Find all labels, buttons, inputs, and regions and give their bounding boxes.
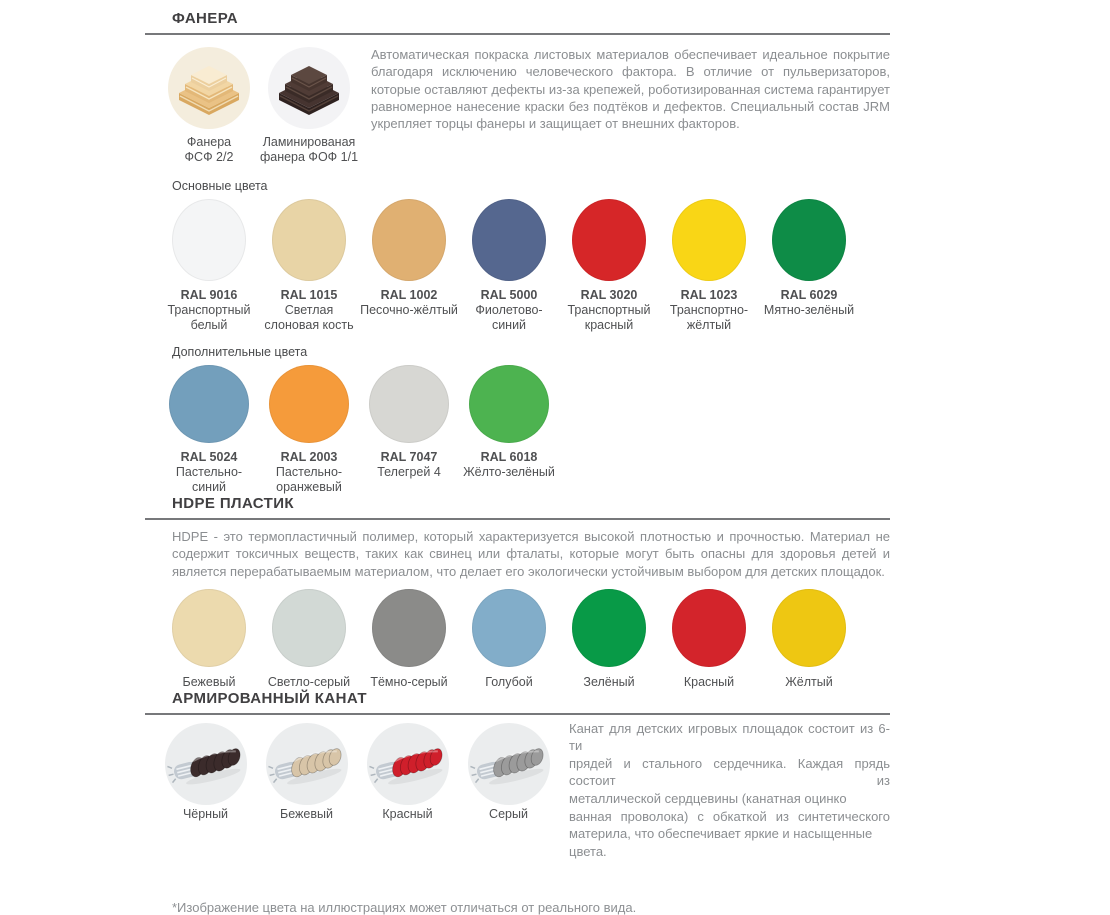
color-item xyxy=(659,589,759,690)
rope-description-line: материла, что обеспечивает яркие и насыщенные цвета. xyxy=(569,826,873,859)
color-disclaimer: *Изображение цвета на иллюстрациях может отличаться от реального вида. xyxy=(172,900,637,915)
color-item xyxy=(359,589,459,690)
color-swatch xyxy=(172,199,246,281)
rope-name: Чёрный xyxy=(182,806,229,821)
rope-description-line: металлической сердцевины (канатная оцинко xyxy=(569,791,847,807)
rope-row xyxy=(145,722,890,860)
color-name: Жёлтый xyxy=(785,674,833,689)
plywood-material xyxy=(259,46,359,165)
plywood-materials xyxy=(159,46,359,165)
color-swatch xyxy=(169,365,249,443)
color-swatch xyxy=(472,199,546,281)
color-item xyxy=(159,365,259,495)
rope-icon xyxy=(357,722,458,806)
hdpe-colors-row xyxy=(159,589,890,690)
rope-description xyxy=(569,720,890,860)
color-name: Пастельно-оранжевый xyxy=(275,465,343,494)
color-item xyxy=(759,589,859,690)
section-title-rope: АРМИРОВАННЫЙ КАНАТ xyxy=(172,689,367,707)
color-swatch xyxy=(372,199,446,281)
plywood-material-label: Ламинированая фанера ФОФ 1/1 xyxy=(259,135,359,164)
section-title-hdpe: HDPE ПЛАСТИК xyxy=(172,495,294,512)
section-title-plywood: ФАНЕРА xyxy=(172,10,239,27)
color-item xyxy=(459,199,559,333)
color-item xyxy=(359,199,459,333)
color-item xyxy=(159,589,259,690)
ral-code: RAL 6018 xyxy=(480,450,538,464)
main-colors-row xyxy=(159,199,890,333)
rope-item xyxy=(357,722,458,822)
color-item xyxy=(659,199,759,333)
ral-code: RAL 6029 xyxy=(780,288,838,302)
rope-description-line: прядей и стального сердечника. Каждая прядь состоит из xyxy=(569,755,890,789)
extra-colors-row xyxy=(159,365,890,495)
ral-code: RAL 1015 xyxy=(280,288,338,302)
plywood-stack-icon xyxy=(159,46,259,130)
color-swatch xyxy=(269,365,349,443)
color-item xyxy=(759,199,859,333)
rope-name: Бежевый xyxy=(280,806,333,821)
ral-code: RAL 5000 xyxy=(480,288,538,302)
color-swatch xyxy=(472,589,546,667)
section-divider xyxy=(145,33,890,35)
hdpe-description: HDPE - это термопластичный полимер, который характеризуется высокой плотностью и прочностью. Материал не содержит токсичных веществ, таких как свинец или фталаты, которые могут быть опасны для здоровья детей и является перерабатываемым материалом, что делает его экологически устойчивым выбором для детских площадок. xyxy=(172,529,890,579)
rope-item xyxy=(155,722,256,822)
rope-items xyxy=(155,722,559,822)
color-swatch xyxy=(672,199,746,281)
section-divider xyxy=(145,713,890,715)
color-item xyxy=(559,589,659,690)
color-item xyxy=(559,199,659,333)
color-name: Мятно-зелёный xyxy=(763,303,855,317)
color-swatch xyxy=(172,589,246,667)
ral-code: RAL 5024 xyxy=(180,450,238,464)
color-item xyxy=(459,365,559,495)
color-name: Светло-серый xyxy=(267,674,351,689)
catalog-page xyxy=(145,10,890,915)
section-divider xyxy=(145,518,890,520)
color-name: Тёмно-серый xyxy=(370,674,448,689)
rope-icon xyxy=(155,722,256,806)
laminated-plywood-icon xyxy=(259,46,359,130)
color-swatch xyxy=(572,589,646,667)
color-name: Транспортно-жёлтый xyxy=(669,303,749,332)
color-name: Жёлто-зелёный xyxy=(463,465,555,479)
color-name: Красный xyxy=(683,674,735,689)
color-swatch xyxy=(372,589,446,667)
color-item xyxy=(259,365,359,495)
color-name: Транспортный белый xyxy=(167,303,251,332)
plywood-row xyxy=(145,46,890,165)
ral-code: RAL 1023 xyxy=(680,288,738,302)
ral-code: RAL 1002 xyxy=(380,288,438,302)
color-name: Зелёный xyxy=(583,674,635,689)
color-swatch xyxy=(272,589,346,667)
rope-description-line: ванная проволока) с обкаткой из синтетического xyxy=(569,808,890,824)
color-swatch xyxy=(672,589,746,667)
color-name: Бежевый xyxy=(182,674,236,689)
plywood-material xyxy=(159,46,259,165)
plywood-material-label: Фанера ФСФ 2/2 xyxy=(184,135,234,164)
color-swatch xyxy=(469,365,549,443)
color-swatch xyxy=(772,589,846,667)
color-name: Транспортный красный xyxy=(567,303,651,332)
color-name: Пастельно-синий xyxy=(175,465,243,494)
color-name: Телегрей 4 xyxy=(377,465,441,479)
color-swatch xyxy=(369,365,449,443)
color-item xyxy=(359,365,459,495)
rope-item xyxy=(256,722,357,822)
rope-name: Красный xyxy=(382,806,433,821)
main-colors-label: Основные цвета xyxy=(172,179,268,193)
color-name: Голубой xyxy=(485,674,533,689)
ral-code: RAL 9016 xyxy=(180,288,238,302)
color-item xyxy=(259,199,359,333)
color-item xyxy=(259,589,359,690)
rope-description-line: Канат для детских игровых площадок состоит из 6-ти xyxy=(569,720,890,754)
color-swatch xyxy=(772,199,846,281)
rope-name: Серый xyxy=(489,806,528,821)
color-swatch xyxy=(572,199,646,281)
color-item xyxy=(459,589,559,690)
ral-code: RAL 7047 xyxy=(380,450,438,464)
color-swatch xyxy=(272,199,346,281)
rope-icon xyxy=(256,722,357,806)
rope-item xyxy=(458,722,559,822)
color-name: Фиолетово-синий xyxy=(475,303,543,332)
rope-icon xyxy=(458,722,559,806)
plywood-description: Автоматическая покраска листовых материалов обеспечивает идеальное покрытие благодаря исключению человеческого фактора. В отличие от пульверизаторов, которые оставляют дефекты из-за крепежей, роботизированная система гарантирует равномерное нанесение краски без подтёков и дефектов. Специальный состав JRM укрепляет торцы фанеры и защищает от внешних факторов. xyxy=(371,47,890,132)
color-name: Песочно-жёлтый xyxy=(360,303,458,317)
ral-code: RAL 2003 xyxy=(280,450,338,464)
ral-code: RAL 3020 xyxy=(580,288,638,302)
extra-colors-label: Дополнительные цвета xyxy=(172,345,308,359)
color-item xyxy=(159,199,259,333)
color-name: Светлая слоновая кость xyxy=(264,303,354,332)
